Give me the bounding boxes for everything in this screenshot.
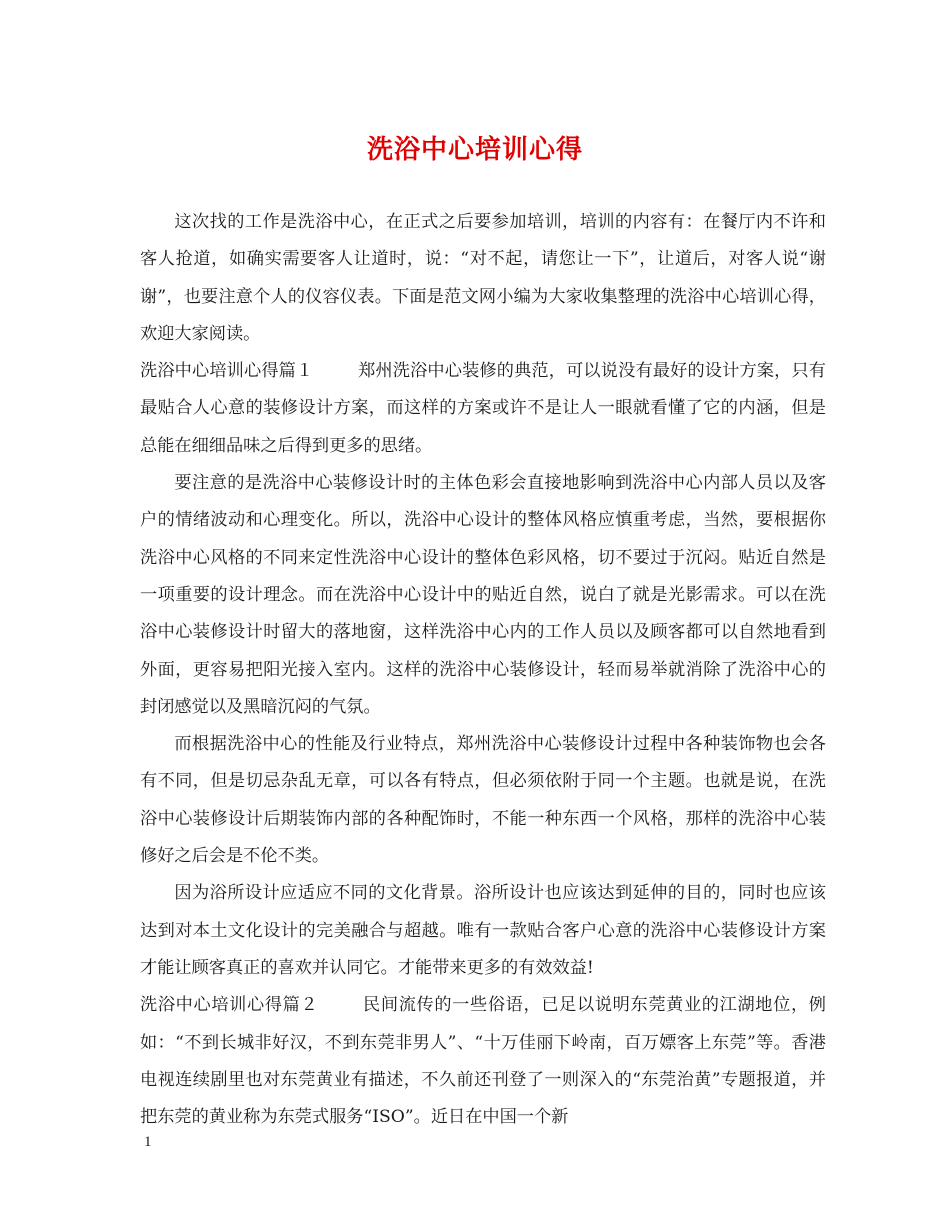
paragraph-section1-color: 要注意的是洗浴中心装修设计时的主体色彩会直接地影响到洗浴中心内部人员以及客户的情绪波动和心理变化。所以，洗浴中心设计的整体风格应慎重考虑，当然，要根据你洗浴中心风格的不同来定性洗浴中心设计的整体色彩风格，切不要过于沉闷。贴近自然是一项重要的设计理念。而在洗浴中心设计中的贴近自然，说白了就是光影需求。可以在洗浴中心装修设计时留大的落地窗，这样洗浴中心内的工作人员以及顾客都可以自然地看到外面，更容易把阳光接入室内。这样的洗浴中心装修设计，轻而易举就消除了洗浴中心的封闭感觉以及黑暗沉闷的气氛。 <box>140 473 826 717</box>
paragraph-section1-first <box>140 353 826 465</box>
document-body <box>140 204 826 1136</box>
paragraph-section2-first <box>140 987 826 1136</box>
paragraph-intro: 这次找的工作是洗浴中心，在正式之后要参加培训，培训的内容有：在餐厅内不许和客人抢道，如确实需要客人让道时，说：“对不起，请您让一下”，让道后，对客人说“谢谢”，也要注意个人的仪容仪表。下面是范文网小编为大家收集整理的洗浴中心培训心得，欢迎大家阅读。 <box>140 212 826 344</box>
section1-heading: 洗浴中心培训心得篇１ <box>140 361 314 382</box>
section1-first-text: 郑州洗浴中心装修的典范，可以说没有最好的设计方案，只有最贴合人心意的装修设计方案，而这样的方案或许不是让人一眼就看懂了它的内涵，但是总能在细细品味之后得到更多的思绪。 <box>140 361 826 456</box>
document-title: 洗浴中心培训心得 <box>366 135 583 165</box>
paragraph-section1-decor: 而根据洗浴中心的性能及行业特点，郑州洗浴中心装修设计过程中各种装饰物也会各有不同，但是切忌杂乱无章，可以各有特点，但必须依附于同一个主题。也就是说，在洗浴中心装修设计后期装饰内部的各种配饰时，不能一种东西一个风格，那样的洗浴中心装修好之后会是不伦不类。 <box>140 734 826 867</box>
section2-heading: 洗浴中心培训心得篇２ <box>140 995 319 1016</box>
section2-first-text: 民间流传的一些俗语，已足以说明东莞黄业的江湖地位，例如：“不到长城非好汉，不到东莞非男人”、“十万佳丽下岭南，百万嫖客上东莞”等。香港电视连续剧里也对东莞黄业有描述，不久前还刊登了一则深入的“东莞治黄”专题报道，并把东莞的黄业称为东莞式服务“ISO”。近日在中国一个新 <box>140 995 826 1128</box>
page-number: 1 <box>144 1134 152 1150</box>
paragraph-section1-culture: 因为浴所设计应适应不同的文化背景。浴所设计也应该达到延伸的目的，同时也应该达到对本土文化设计的完美融合与超越。唯有一款贴合客户心意的洗浴中心装修设计方案才能让顾客真正的喜欢并认同它。才能带来更多的有效效益! <box>140 883 826 978</box>
